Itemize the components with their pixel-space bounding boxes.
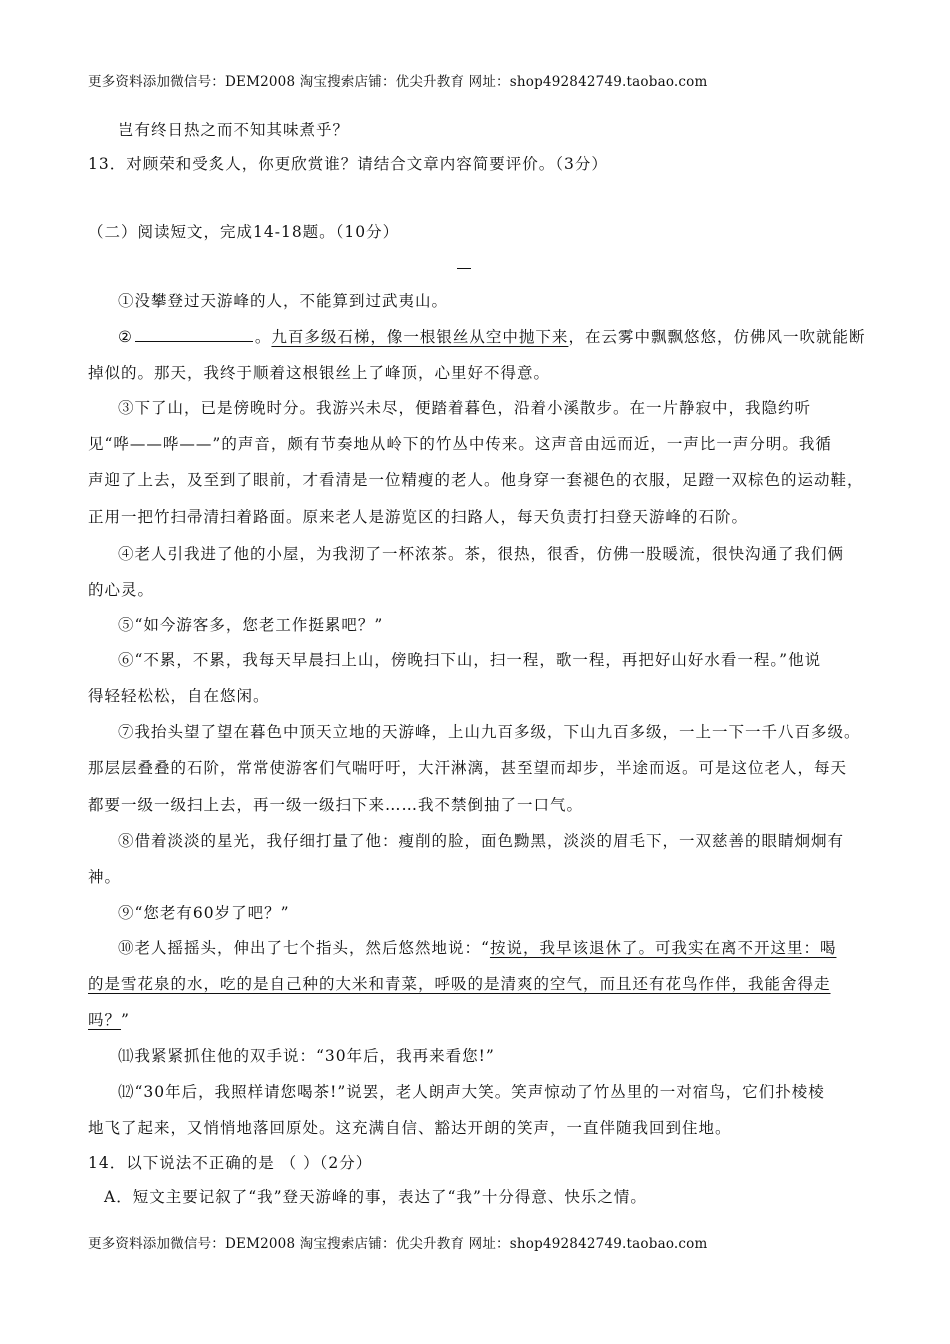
text-line: 地飞了起来，又悄悄地落回原处。这充满自信、豁达开朗的笑声，一直伴随我回到住地。	[88, 1119, 732, 1137]
text-span: ，在云雾中飘飘悠悠，仿佛风一吹就能断	[568, 328, 866, 346]
paragraph-4: ④老人引我进了他的小屋，为我沏了一杯浓茶。茶，很热，很香，仿佛一股暖流，很快沟通了我们俩	[118, 545, 845, 563]
paragraph-3: ③下了山，已是傍晚时分。我游兴未尽，便踏着暮色，沿着小溪散步。在一片静寂中，我隐约听	[118, 399, 812, 417]
paragraph-8: ⑧借着淡淡的星光，我仔细打量了他：瘦削的脸，面色黝黑，淡淡的眉毛下，一双慈善的眼睛炯炯有	[118, 832, 845, 850]
para-number: ②	[118, 328, 133, 346]
text-span: ⑩老人摇摇头，伸出了七个指头，然后悠然地说：“	[118, 939, 490, 957]
title-blank	[457, 268, 471, 269]
question-13: 13．对顾荣和受炙人，你更欣赏谁？请结合文章内容简要评价。（3分）	[88, 155, 608, 173]
punct: ”	[121, 1011, 130, 1029]
text-line: 那层层叠叠的石阶，常常使游客们气喘吁吁，大汗淋漓，甚至望而却步，半途而返。可是这位老人，每天	[88, 759, 848, 777]
text-line: 正用一把竹扫帚清扫着路面。原来老人是游览区的扫路人，每天负责打扫登天游峰的石阶。	[88, 508, 749, 526]
text-line: 的心灵。	[88, 581, 155, 599]
page-header: 更多资料添加微信号：DEM2008 淘宝搜索店铺：优尖升教育 网址：shop492842749.taobao.com	[88, 74, 708, 90]
text-line: 岂有终日热之而不知其味煮乎？	[118, 121, 350, 139]
text-line: 神。	[88, 868, 122, 886]
paragraph-7: ⑦我抬头望了望在暮色中顶天立地的天游峰，上山九百多级，下山九百多级，一上一下一千八百多级。	[118, 723, 861, 741]
punct: 。	[254, 328, 272, 346]
underlined-line: 的是雪花泉的水，吃的是自己种的大米和青菜，呼吸的是清爽的空气，而且还有花鸟作伴，我能舍得走	[88, 975, 831, 993]
section-2-heading: （二）阅读短文，完成14-18题。（10分）	[88, 223, 400, 241]
text-line: 见“哗——哗——”的声音，颇有节奏地从岭下的竹丛中传来。这声音由远而近，一声比一声分明。我循	[88, 435, 832, 453]
paragraph-6: ⑥“不累，不累，我每天早晨扫上山，傍晚扫下山，扫一程，歌一程，再把好山好水看一程。”他说	[118, 651, 822, 669]
text-line: 都要一级一级扫上去，再一级一级扫下来……我不禁倒抽了一口气。	[88, 796, 584, 814]
paragraph-11: ⑾我紧紧抓住他的双手说：“30年后，我再来看您!”	[118, 1047, 495, 1065]
underlined-sentence: 九百多级石梯，像一根银丝从空中抛下来	[271, 328, 569, 346]
text-line	[88, 1008, 130, 1030]
paragraph-2	[118, 325, 865, 347]
text-line: 掉似的。那天，我终于顺着这根银丝上了峰顶，心里好不得意。	[88, 364, 551, 382]
text-line: 得轻轻松松，自在悠闲。	[88, 687, 270, 705]
text-line: 声迎了上去，及至到了眼前，才看清是一位精瘦的老人。他身穿一套褪色的衣服，足蹬一双棕色的运动鞋，	[88, 471, 864, 489]
paragraph-10	[118, 936, 836, 958]
fill-blank	[135, 327, 253, 342]
page-footer: 更多资料添加微信号：DEM2008 淘宝搜索店铺：优尖升教育 网址：shop492842749.taobao.com	[88, 1236, 708, 1252]
underlined-sentence: 吗？	[88, 1011, 122, 1029]
paragraph-5: ⑤“如今游客多，您老工作挺累吧？”	[118, 616, 384, 634]
paragraph-12: ⑿“30年后，我照样请您喝茶!”说罢，老人朗声大笑。笑声惊动了竹丛里的一对宿鸟，它们扑棱棱	[118, 1083, 825, 1101]
option-a: A．短文主要记叙了“我”登天游峰的事，表达了“我”十分得意、快乐之情。	[104, 1188, 647, 1206]
underlined-sentence: 按说，我早该退休了。可我实在离不开这里：喝	[489, 939, 837, 957]
paragraph-9: ⑨“您老有60岁了吧？”	[118, 904, 290, 922]
question-14: 14．以下说法不正确的是 （ ）（2分）	[88, 1154, 373, 1172]
paragraph-1: ①没攀登过天游峰的人，不能算到过武夷山。	[118, 292, 449, 310]
